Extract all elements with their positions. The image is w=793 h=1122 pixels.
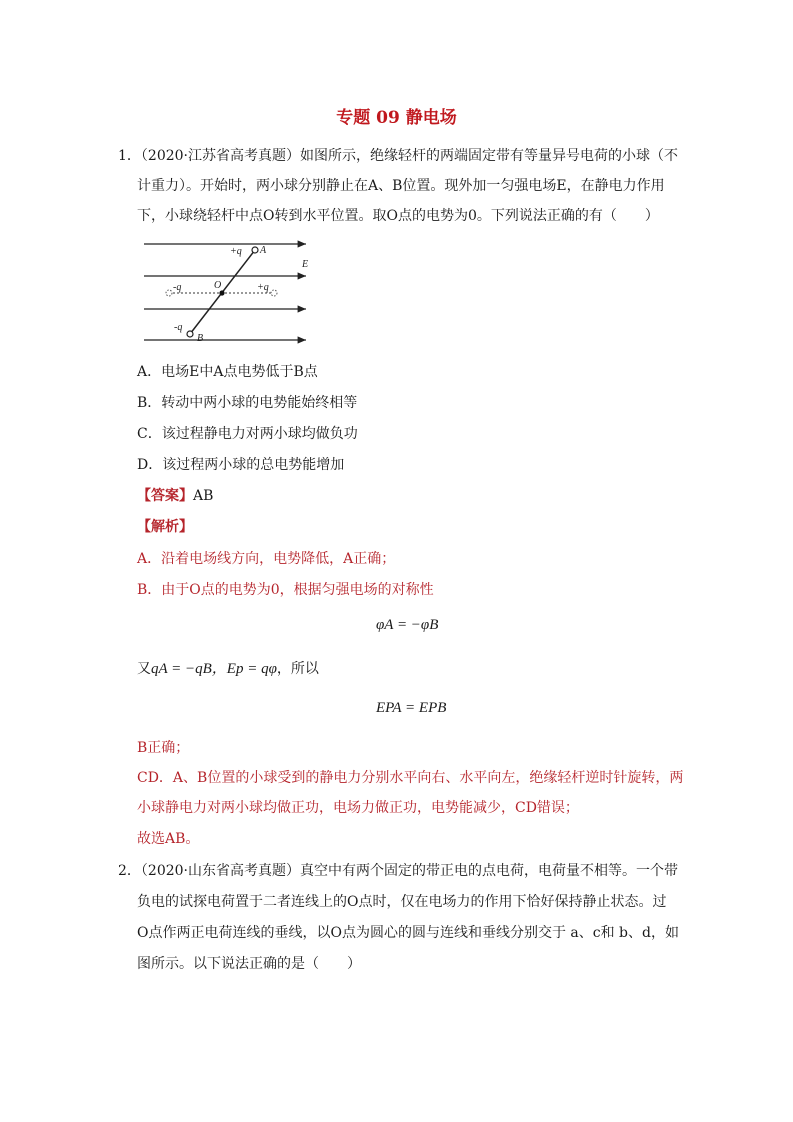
q2-stem-line3: O点作两正电荷连线的垂线，以O点为圆心的圆与连线和垂线分别交于 a、c和 b、d，如 [137,925,679,941]
label-b: B [197,333,204,344]
analysis-b-correct: B正确； [137,740,190,756]
pivot-o [219,290,224,295]
answer-value: AB [193,488,214,504]
q1-stem-line2: 计重力）。开始时，两小球分别静止在A、B位置。现外加一匀强电场E，在静电力作用 [137,178,665,194]
label-minus-q-left: -q [173,282,182,293]
q1-answer-line [137,486,213,506]
ball-b [187,331,193,337]
equation-potential: φA = −φB [376,617,439,633]
analysis-tag: 【解析】 [137,519,193,535]
q2-stem-line4: 图所示。以下说法正确的是（ ） [137,956,361,972]
ball-right-dashed [271,290,277,296]
q1-figure [142,240,310,345]
label-a: A [260,245,267,256]
also-prefix: 又 [137,661,151,677]
label-minus-q-bottom: -q [174,322,183,333]
also-suffix: ，所以 [276,661,319,677]
q1-option-a: A．电场E中A点电势低于B点 [137,364,318,380]
q1-option-b: B．转动中两小球的电势能始终相等 [137,395,358,411]
analysis-cd-line1: CD．A、B位置的小球受到的静电力分别水平向右、水平向左，绝缘轻杆逆时针旋转，两 [137,770,684,786]
label-e: E [302,259,309,270]
analysis-also-line [137,659,319,679]
answer-tag: 【答案】 [137,488,193,504]
label-plus-q-top: +q [230,246,242,257]
equation-energy: EPA = EPB [376,700,447,716]
q2-stem-line1: 2．（2020·山东省高考真题）真空中有两个固定的带正电的点电荷，电荷量不相等。一个带 [118,863,678,879]
q1-stem-line3: 下，小球绕轻杆中点O转到水平位置。取O点的电势为0。下列说法正确的有（ ） [137,208,659,224]
q1-stem-line1: 1．（2020·江苏省高考真题）如图所示，绝缘轻杆的两端固定带有等量异号电荷的小球（不 [118,148,678,164]
q1-option-d: D．该过程两小球的总电势能增加 [137,457,345,473]
analysis-a: A．沿着电场线方向，电势降低，A正确； [137,551,396,567]
q1-option-c: C．该过程静电力对两小球均做负功 [137,426,358,442]
analysis-conclusion: 故选AB。 [137,831,200,847]
analysis-cd-line2: 小球静电力对两小球均做正功，电场力做正功，电势能减少，CD错误； [137,800,579,816]
also-equation: qA = −qB，Ep = qφ [151,661,277,677]
q2-stem-line2: 负电的试探电荷置于二者连线上的O点时，仅在电场力的作用下恰好保持静止状态。过 [137,894,667,910]
analysis-b: B．由于O点的电势为0，根据匀强电场的对称性 [137,582,434,598]
label-o: O [214,280,222,291]
label-plus-q-right: +q [257,282,269,293]
ball-a [252,247,258,253]
page-title: 专题 09 静电场 [336,108,457,128]
ball-left-dashed [166,290,172,296]
